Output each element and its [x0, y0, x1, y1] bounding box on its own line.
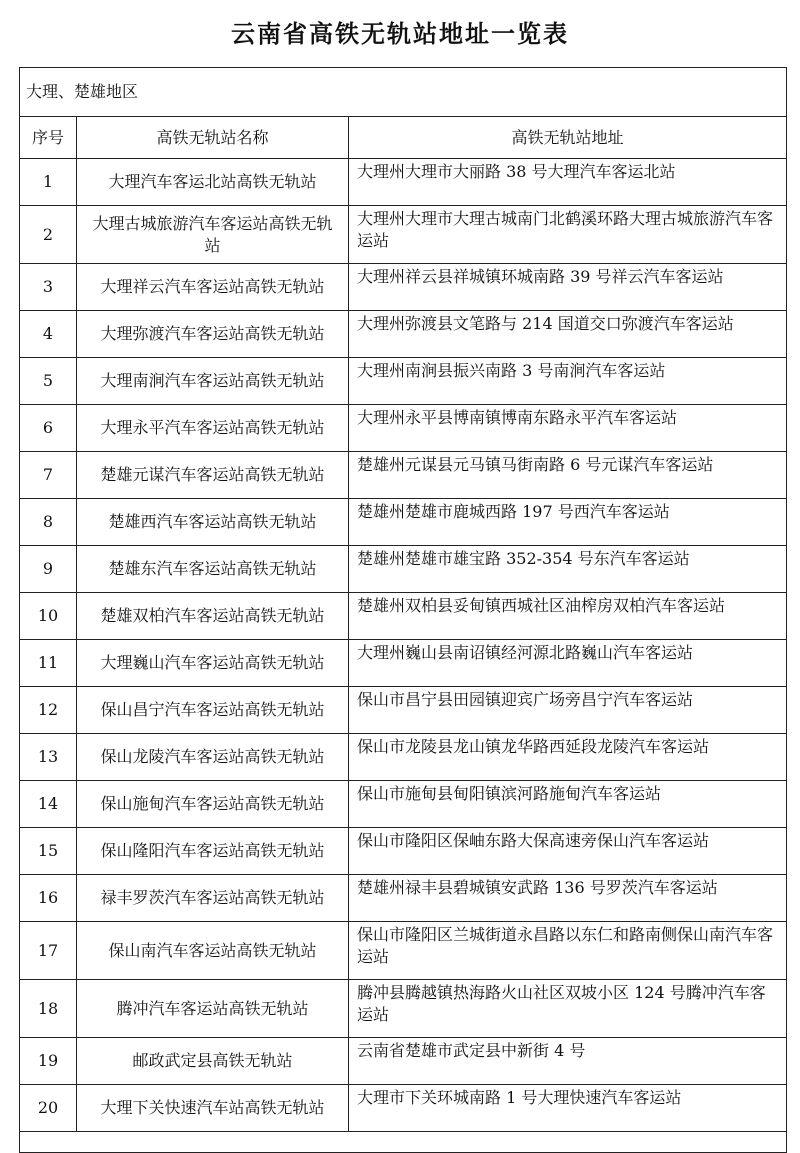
station-name: 楚雄双柏汽车客运站高铁无轨站: [77, 593, 349, 640]
row-number: 5: [20, 358, 77, 405]
row-number: 12: [20, 687, 77, 734]
station-address: 楚雄州元谋县元马镇马街南路 6 号元谋汽车客运站: [349, 452, 787, 499]
station-name: 禄丰罗茨汽车客运站高铁无轨站: [77, 875, 349, 922]
station-address: 大理州祥云县祥城镇环城南路 39 号祥云汽车客运站: [349, 264, 787, 311]
station-address: 腾冲县腾越镇热海路火山社区双坡小区 124 号腾冲汽车客运站: [349, 980, 787, 1038]
table-row: [20, 206, 787, 264]
row-number: 18: [20, 980, 77, 1038]
table-row: [20, 546, 787, 593]
station-name: 大理祥云汽车客运站高铁无轨站: [77, 264, 349, 311]
header-row: [20, 117, 787, 159]
table-row: [20, 922, 787, 980]
station-address: 楚雄州禄丰县碧城镇安武路 136 号罗茨汽车客运站: [349, 875, 787, 922]
table-row: [20, 687, 787, 734]
station-name: 大理弥渡汽车客运站高铁无轨站: [77, 311, 349, 358]
row-number: 11: [20, 640, 77, 687]
station-name: 保山龙陵汽车客运站高铁无轨站: [77, 734, 349, 781]
header-seq: 序号: [20, 117, 77, 159]
station-address: 楚雄州双柏县妥甸镇西城社区油榨房双柏汽车客运站: [349, 593, 787, 640]
station-address: 保山市隆阳区保岫东路大保高速旁保山汽车客运站: [349, 828, 787, 875]
table-row: [20, 1038, 787, 1085]
station-address: 大理市下关环城南路 1 号大理快速汽车客运站: [349, 1085, 787, 1132]
station-table-body: [20, 68, 787, 1153]
row-number: 3: [20, 264, 77, 311]
table-row: [20, 159, 787, 206]
station-address: 保山市龙陵县龙山镇龙华路西延段龙陵汽车客运站: [349, 734, 787, 781]
trailing-row: [20, 1132, 787, 1153]
station-address: 云南省楚雄市武定县中新街 4 号: [349, 1038, 787, 1085]
station-address: 保山市昌宁县田园镇迎宾广场旁昌宁汽车客运站: [349, 687, 787, 734]
row-number: 16: [20, 875, 77, 922]
station-name: 大理下关快速汽车站高铁无轨站: [77, 1085, 349, 1132]
station-table: [19, 67, 787, 1153]
table-row: [20, 405, 787, 452]
station-address: 大理州弥渡县文笔路与 214 国道交口弥渡汽车客运站: [349, 311, 787, 358]
station-name: 保山昌宁汽车客运站高铁无轨站: [77, 687, 349, 734]
row-number: 17: [20, 922, 77, 980]
station-name: 大理巍山汽车客运站高铁无轨站: [77, 640, 349, 687]
station-name: 保山南汽车客运站高铁无轨站: [77, 922, 349, 980]
station-name: 大理永平汽车客运站高铁无轨站: [77, 405, 349, 452]
station-name: 楚雄东汽车客运站高铁无轨站: [77, 546, 349, 593]
station-name: 保山施甸汽车客运站高铁无轨站: [77, 781, 349, 828]
table-row: [20, 593, 787, 640]
station-address: 保山市隆阳区兰城街道永昌路以东仁和路南侧保山南汽车客运站: [349, 922, 787, 980]
table-row: [20, 781, 787, 828]
region-label: 大理、楚雄地区: [20, 68, 787, 117]
table-row: [20, 734, 787, 781]
station-address: 大理州巍山县南诏镇经河源北路巍山汽车客运站: [349, 640, 787, 687]
station-table-wrapper: [19, 67, 786, 1153]
station-name: 腾冲汽车客运站高铁无轨站: [77, 980, 349, 1038]
table-row: [20, 980, 787, 1038]
station-name: 楚雄西汽车客运站高铁无轨站: [77, 499, 349, 546]
station-address: 大理州南涧县振兴南路 3 号南涧汽车客运站: [349, 358, 787, 405]
row-number: 14: [20, 781, 77, 828]
station-address: 大理州大理市大理古城南门北鹤溪环路大理古城旅游汽车客运站: [349, 206, 787, 264]
table-row: [20, 1085, 787, 1132]
station-address: 大理州永平县博南镇博南东路永平汽车客运站: [349, 405, 787, 452]
row-number: 20: [20, 1085, 77, 1132]
station-name: 大理汽车客运北站高铁无轨站: [77, 159, 349, 206]
station-address: 楚雄州楚雄市鹿城西路 197 号西汽车客运站: [349, 499, 787, 546]
header-name: 高铁无轨站名称: [77, 117, 349, 159]
table-row: [20, 452, 787, 499]
trailing-cell: [20, 1132, 787, 1153]
header-address: 高铁无轨站地址: [349, 117, 787, 159]
station-name: 保山隆阳汽车客运站高铁无轨站: [77, 828, 349, 875]
row-number: 15: [20, 828, 77, 875]
table-row: [20, 311, 787, 358]
table-row: [20, 499, 787, 546]
station-name: 大理南涧汽车客运站高铁无轨站: [77, 358, 349, 405]
page-title: 云南省高铁无轨站地址一览表: [231, 20, 569, 48]
row-number: 4: [20, 311, 77, 358]
station-address: 保山市施甸县甸阳镇滨河路施甸汽车客运站: [349, 781, 787, 828]
table-row: [20, 875, 787, 922]
row-number: 1: [20, 159, 77, 206]
region-row: [20, 68, 787, 117]
table-row: [20, 358, 787, 405]
station-name: 楚雄元谋汽车客运站高铁无轨站: [77, 452, 349, 499]
station-name: 邮政武定县高铁无轨站: [77, 1038, 349, 1085]
row-number: 8: [20, 499, 77, 546]
row-number: 2: [20, 206, 77, 264]
row-number: 10: [20, 593, 77, 640]
station-name: 大理古城旅游汽车客运站高铁无轨站: [77, 206, 349, 264]
row-number: 13: [20, 734, 77, 781]
station-address: 楚雄州楚雄市雄宝路 352-354 号东汽车客运站: [349, 546, 787, 593]
table-row: [20, 264, 787, 311]
row-number: 19: [20, 1038, 77, 1085]
row-number: 6: [20, 405, 77, 452]
row-number: 9: [20, 546, 77, 593]
row-number: 7: [20, 452, 77, 499]
station-address: 大理州大理市大丽路 38 号大理汽车客运北站: [349, 159, 787, 206]
table-row: [20, 828, 787, 875]
table-row: [20, 640, 787, 687]
